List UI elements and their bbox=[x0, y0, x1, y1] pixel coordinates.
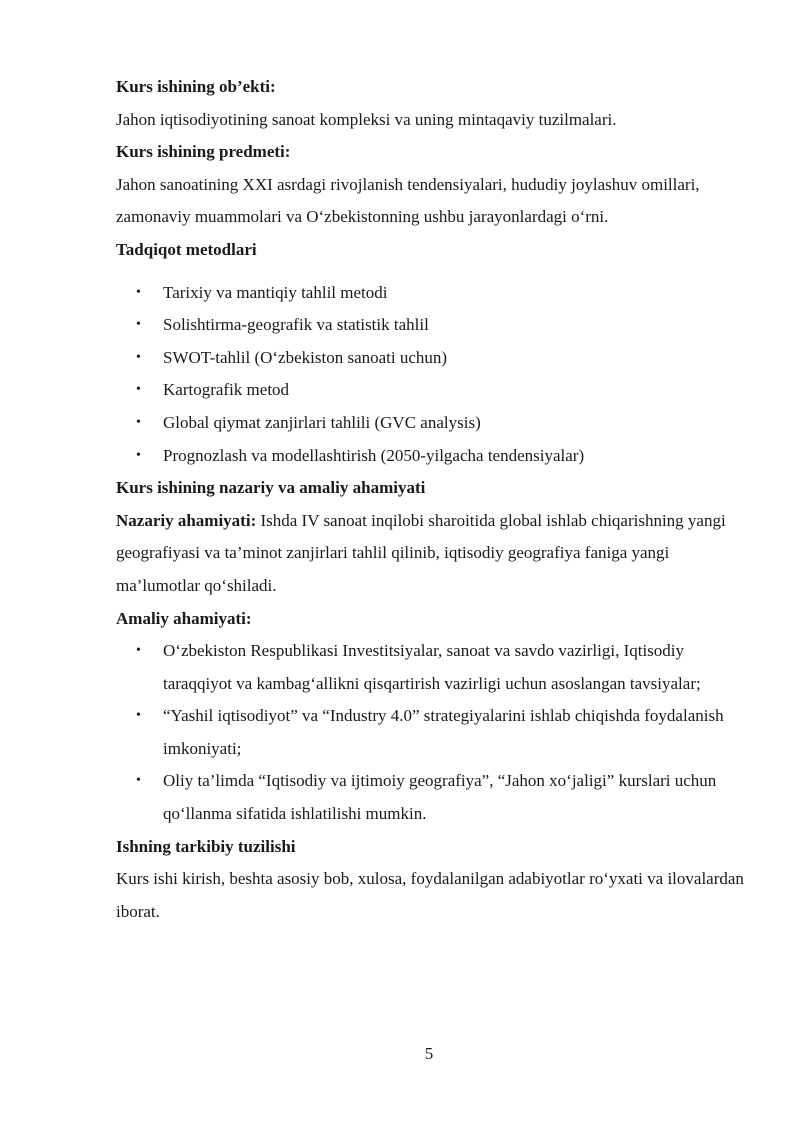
subject-heading: Kurs ishining predmeti: bbox=[116, 142, 291, 162]
theoretical-text: Ishda IV sanoat inqilobi sharoitida global ishlab chiqarishning yangi geografiyasi va ta’minot zanjirlari tahlil qilinib, iqtisodiy geografiya faniga yangi ma’lumotlar qo‘shiladi. bbox=[116, 510, 726, 595]
structure-text: Kurs ishi kirish, beshta asosiy bob, xulosa, foydalanilgan adabiyotlar ro‘yxati va ilovalardan iborat. bbox=[116, 869, 744, 921]
bullet-icon: • bbox=[136, 382, 141, 398]
list-item-text: Prognozlash va modellashtirish (2050-yilgacha tendensiyalar) bbox=[163, 445, 585, 465]
structure-heading: Ishning tarkibiy tuzilishi bbox=[116, 836, 296, 856]
list-item bbox=[116, 277, 746, 310]
list-item bbox=[116, 765, 746, 830]
methods-heading: Tadqiqot metodlari bbox=[116, 239, 257, 259]
list-item-text: Kartografik metod bbox=[163, 380, 290, 400]
list-item bbox=[116, 700, 746, 765]
bullet-icon: • bbox=[136, 284, 141, 300]
significance-heading: Kurs ishining nazariy va amaliy ahamiyati bbox=[116, 478, 426, 498]
practical-list bbox=[116, 635, 746, 831]
object-text: Jahon iqtisodiyotining sanoat kompleksi va uning mintaqaviy tuzilmalari. bbox=[116, 109, 617, 129]
bullet-icon: • bbox=[136, 414, 141, 430]
theoretical-label: Nazariy ahamiyati: bbox=[116, 510, 257, 530]
bullet-icon: • bbox=[136, 317, 141, 333]
list-item-text: SWOT-tahlil (O‘zbekiston sanoati uchun) bbox=[163, 347, 448, 367]
list-item-text: Oliy ta’limda “Iqtisodiy va ijtimoiy geografiya”, “Jahon xo‘jaligi” kurslari uchun qo‘llanma sifatida ishlatilishi mumkin. bbox=[163, 771, 717, 824]
list-item-text: “Yashil iqtisodiyot” va “Industry 4.0” strategiyalarini ishlab chiqishda foydalanish imkoniyati; bbox=[163, 706, 724, 758]
object-heading: Kurs ishining ob’ekti: bbox=[116, 77, 276, 96]
bullet-icon: • bbox=[136, 349, 141, 365]
list-item bbox=[116, 309, 746, 342]
practical-heading: Amaliy ahamiyati: bbox=[116, 608, 252, 628]
list-item bbox=[116, 635, 746, 700]
list-item bbox=[116, 440, 746, 473]
subject-text: Jahon sanoatining XXI asrdagi rivojlanish tendensiyalari, hududiy joylashuv omillari, zamonaviy muammolari va O‘zbekistonning ushbu jarayonlardagi o‘rni. bbox=[116, 174, 700, 227]
bullet-icon: • bbox=[136, 447, 141, 463]
list-item-text: Solishtirma-geografik va statistik tahlil bbox=[163, 315, 429, 335]
page-content bbox=[116, 71, 746, 928]
list-item bbox=[116, 342, 746, 375]
bullet-icon: • bbox=[136, 708, 141, 724]
list-item bbox=[116, 407, 746, 440]
bullet-icon: • bbox=[136, 773, 141, 789]
page-number: 5 bbox=[424, 1044, 434, 1063]
methods-list bbox=[116, 267, 746, 473]
list-item bbox=[116, 374, 746, 407]
theoretical-paragraph bbox=[116, 505, 746, 603]
list-item-text: O‘zbekiston Respublikasi Investitsiyalar, sanoat va savdo vazirligi, Iqtisodiy taraqqiyot va kambag‘allikni qisqartirish vazirligi uchun asoslangan tavsiyalar; bbox=[163, 641, 701, 693]
bullet-icon: • bbox=[136, 643, 141, 659]
list-item-text: Tarixiy va mantiqiy tahlil metodi bbox=[163, 282, 388, 302]
list-item-text: Global qiymat zanjirlari tahlili (GVC analysis) bbox=[163, 412, 481, 432]
